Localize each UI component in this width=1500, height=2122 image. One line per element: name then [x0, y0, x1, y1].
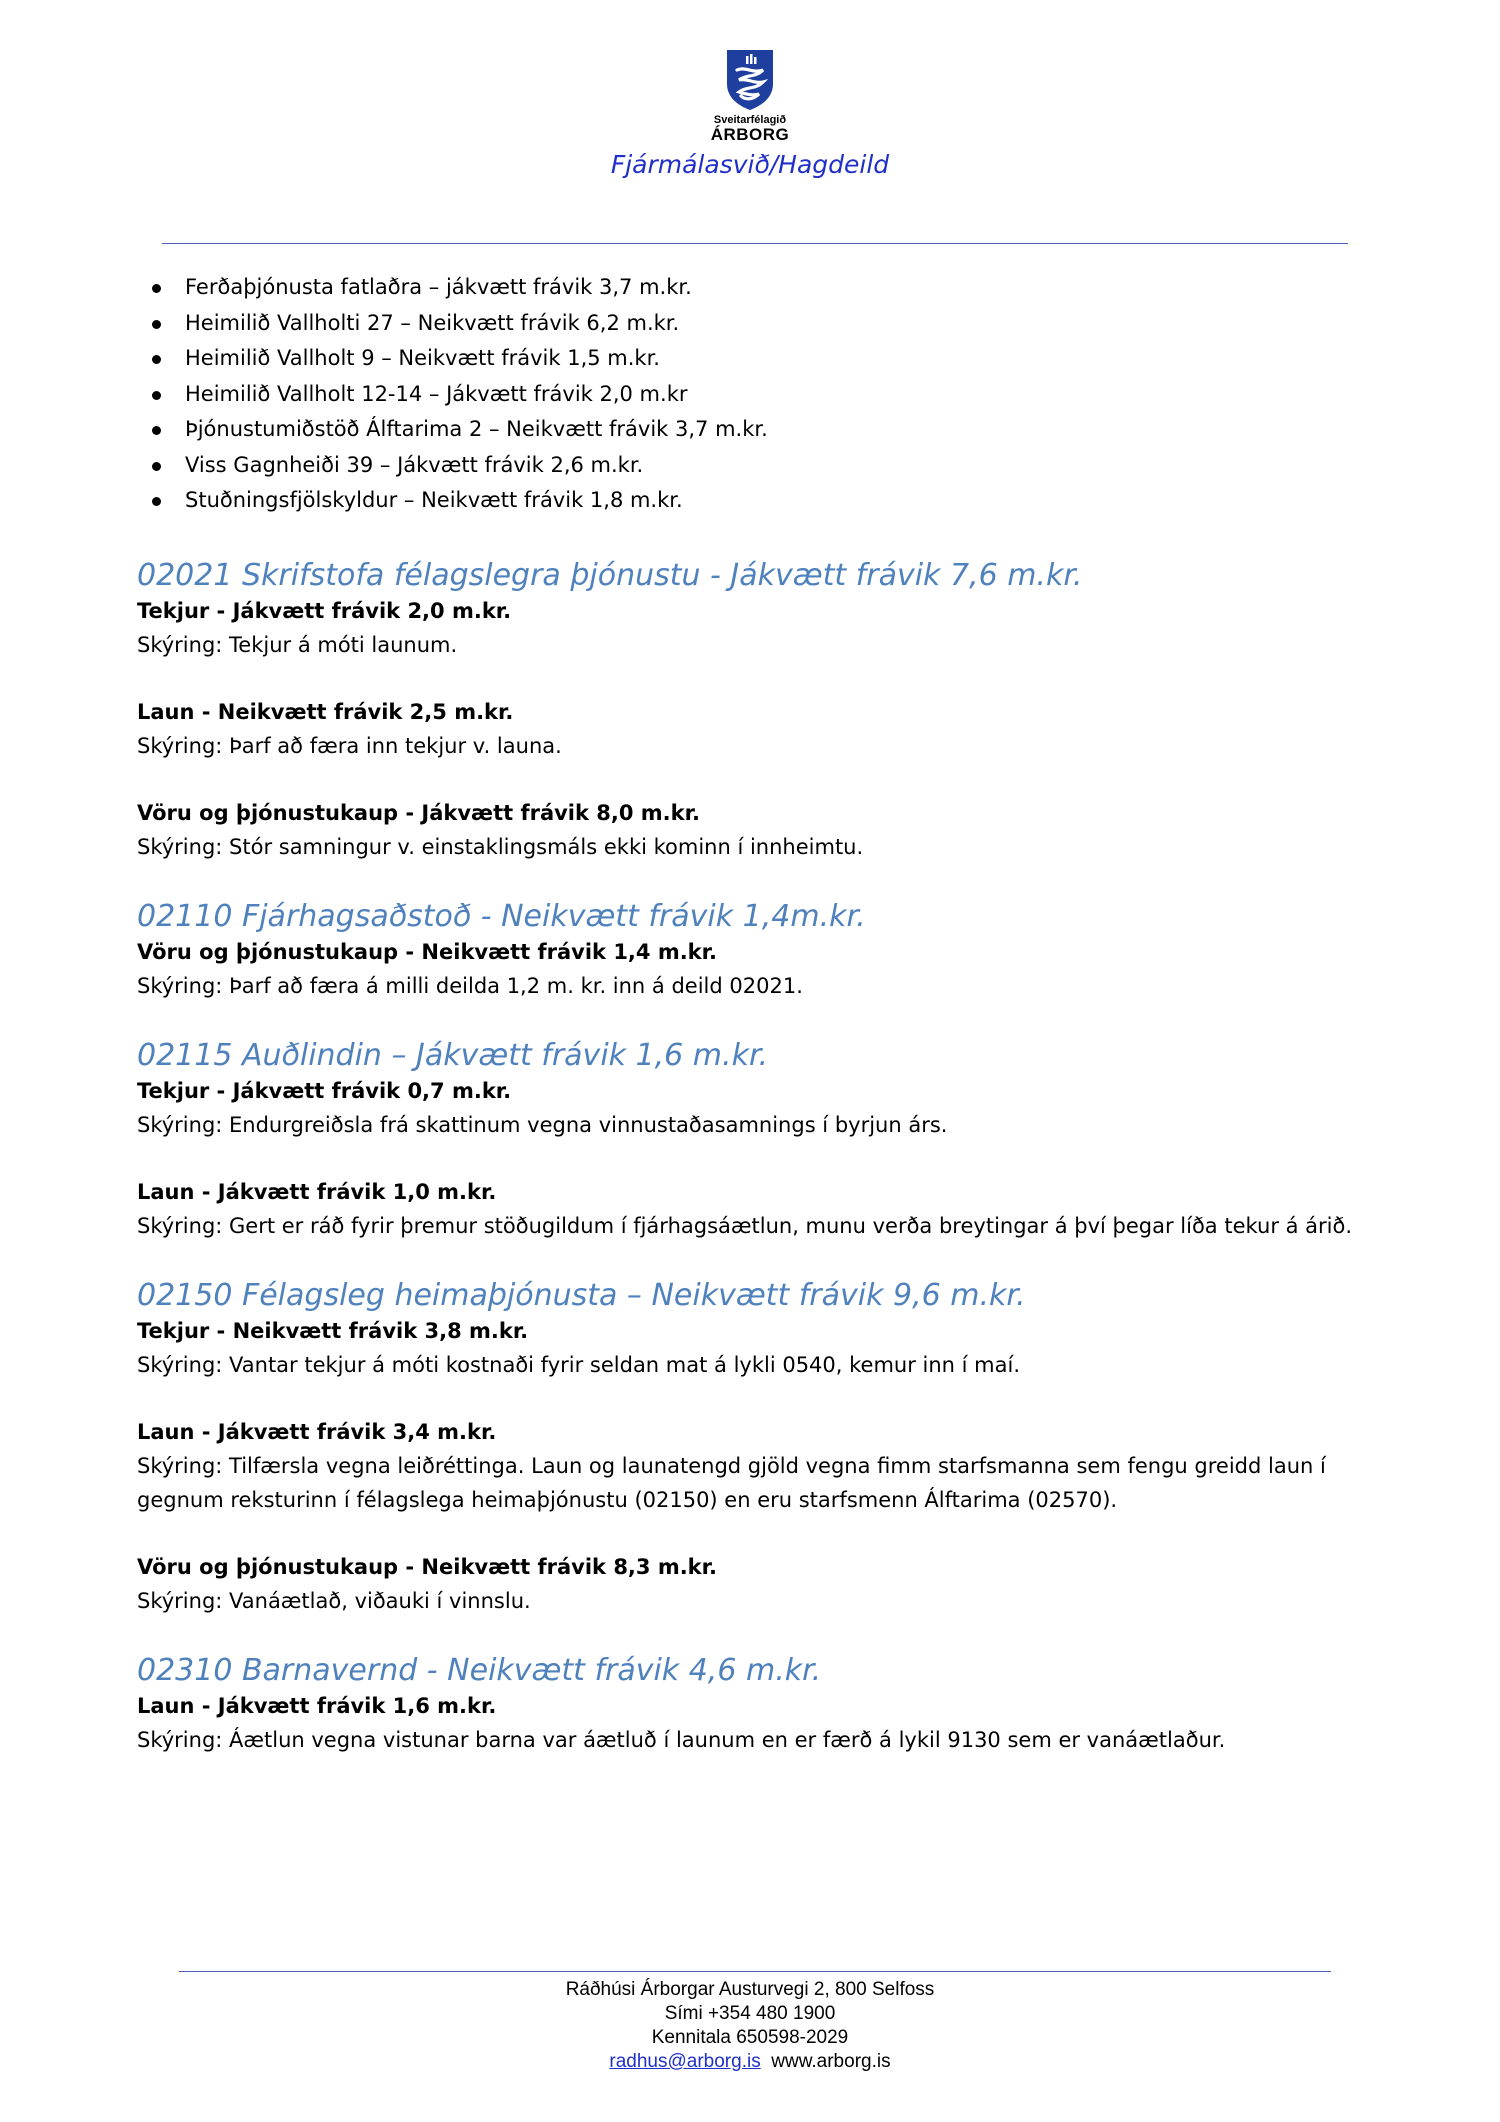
item-description: Skýring: Vanáætlað, viðauki í vinnslu.	[137, 1588, 531, 1613]
item-title: Vöru og þjónustukaup - Neikvætt frávik 1,4 m.kr.	[137, 939, 717, 964]
bullet-item: Heimilið Vallholti 27 – Neikvætt frávik 6,2 m.kr.	[185, 306, 1377, 342]
footer-address: Ráðhúsi Árborgar Austurvegi 2, 800 Selfoss	[565, 1979, 935, 2000]
bullet-item: Stuðningsfjölskyldur – Neikvætt frávik 1,8 m.kr.	[185, 483, 1377, 519]
item-description: Skýring: Endurgreiðsla frá skattinum vegna vinnustaðasamnings í byrjun árs.	[137, 1112, 948, 1137]
item-description: Skýring: Gert er ráð fyrir þremur stöðugildum í fjárhagsáætlun, munu verða breytingar á því þegar líða tekur á árið.	[137, 1213, 1353, 1238]
spacer	[137, 1243, 1377, 1277]
bullet-item: Heimilið Vallholt 12-14 – Jákvætt frávik 2,0 m.kr	[185, 377, 1377, 413]
item-description: Skýring: Tilfærsla vegna leiðréttinga. Laun og launatengd gjöld vegna fimm starfsmanna sem fengu greidd laun í gegnum reksturinn í félagslega heimaþjónustu (02150) en eru starfsmenn Álftarima (02570).	[137, 1453, 1326, 1512]
spacer	[137, 1142, 1377, 1176]
spacer	[137, 763, 1377, 797]
section-item	[137, 1690, 1377, 1757]
footer-contact	[0, 2050, 1500, 2074]
item-title: Laun - Neikvætt frávik 2,5 m.kr.	[137, 699, 514, 724]
item-title: Tekjur - Neikvætt frávik 3,8 m.kr.	[137, 1318, 529, 1343]
section-item	[137, 1075, 1377, 1142]
section-heading-02021: 02021 Skrifstofa félagslegra þjónustu - Jákvætt frávik 7,6 m.kr.	[137, 557, 1083, 593]
section-heading-02115: 02115 Auðlindin – Jákvætt frávik 1,6 m.kr.	[137, 1037, 769, 1073]
section-item	[137, 595, 1377, 662]
item-title: Laun - Jákvætt frávik 1,6 m.kr.	[137, 1693, 497, 1718]
spacer	[137, 864, 1377, 898]
page-footer	[0, 1978, 1500, 2074]
bullet-item: Ferðaþjónusta fatlaðra – jákvætt frávik 3,7 m.kr.	[185, 270, 1377, 306]
document-body	[137, 270, 1377, 1757]
header-divider	[162, 243, 1348, 244]
website-text: www.arborg.is	[771, 2051, 891, 2072]
item-title: Vöru og þjónustukaup - Neikvætt frávik 8,3 m.kr.	[137, 1554, 717, 1579]
section-heading-02110: 02110 Fjárhagsaðstoð - Neikvætt frávik 1,4m.kr.	[137, 898, 866, 934]
section-item	[137, 797, 1377, 864]
item-title: Tekjur - Jákvætt frávik 2,0 m.kr.	[137, 598, 512, 623]
spacer	[137, 1517, 1377, 1551]
item-description: Skýring: Áætlun vegna vistunar barna var áætluð í launum en er færð á lykil 9130 sem er vanáætlaður.	[137, 1727, 1226, 1752]
email-link[interactable]: radhus@arborg.is	[609, 2051, 761, 2072]
spacer	[137, 519, 1377, 557]
item-title: Laun - Jákvætt frávik 3,4 m.kr.	[137, 1419, 497, 1444]
section-item	[137, 1176, 1377, 1243]
section-item	[137, 936, 1377, 1003]
item-title: Laun - Jákvætt frávik 1,0 m.kr.	[137, 1179, 497, 1204]
item-description: Skýring: Vantar tekjur á móti kostnaði fyrir seldan mat á lykli 0540, kemur inn í maí.	[137, 1352, 1021, 1377]
footer-kennitala: Kennitala 650598-2029	[651, 2027, 849, 2048]
footer-phone: Sími +354 480 1900	[664, 2003, 836, 2024]
footer-divider	[179, 1971, 1331, 1972]
item-description: Skýring: Þarf að færa inn tekjur v. launa.	[137, 733, 562, 758]
item-title: Vöru og þjónustukaup - Jákvætt frávik 8,0 m.kr.	[137, 800, 700, 825]
shield-icon	[725, 48, 775, 112]
bullet-item: Viss Gagnheiði 39 – Jákvætt frávik 2,6 m.kr.	[185, 448, 1377, 484]
item-title: Tekjur - Jákvætt frávik 0,7 m.kr.	[137, 1078, 512, 1103]
bullet-item: Þjónustumiðstöð Álftarima 2 – Neikvætt frávik 3,7 m.kr.	[185, 412, 1377, 448]
spacer	[137, 1003, 1377, 1037]
section-item	[137, 1551, 1377, 1618]
logo-big-text: ÁRBORG	[710, 125, 790, 144]
bullet-item: Heimilið Vallholt 9 – Neikvætt frávik 1,5 m.kr.	[185, 341, 1377, 377]
item-description: Skýring: Þarf að færa á milli deilda 1,2 m. kr. inn á deild 02021.	[137, 973, 803, 998]
section-item	[137, 1416, 1377, 1517]
item-description: Skýring: Tekjur á móti launum.	[137, 632, 458, 657]
logo-small-text: Sveitarfélagið	[713, 114, 787, 126]
section-heading-02310: 02310 Barnavernd - Neikvætt frávik 4,6 m.kr.	[137, 1652, 822, 1688]
item-description: Skýring: Stór samningur v. einstaklingsmáls ekki kominn í innheimtu.	[137, 834, 864, 859]
logo	[0, 48, 1500, 144]
page-header	[0, 48, 1500, 179]
spacer	[137, 1618, 1377, 1652]
section-item	[137, 696, 1377, 763]
bullet-list	[137, 270, 1377, 519]
department-title: Fjármálasvið/Hagdeild	[610, 150, 890, 179]
section-item	[137, 1315, 1377, 1382]
section-heading-02150: 02150 Félagsleg heimaþjónusta – Neikvætt frávik 9,6 m.kr.	[137, 1277, 1026, 1313]
spacer	[137, 1382, 1377, 1416]
spacer	[137, 662, 1377, 696]
